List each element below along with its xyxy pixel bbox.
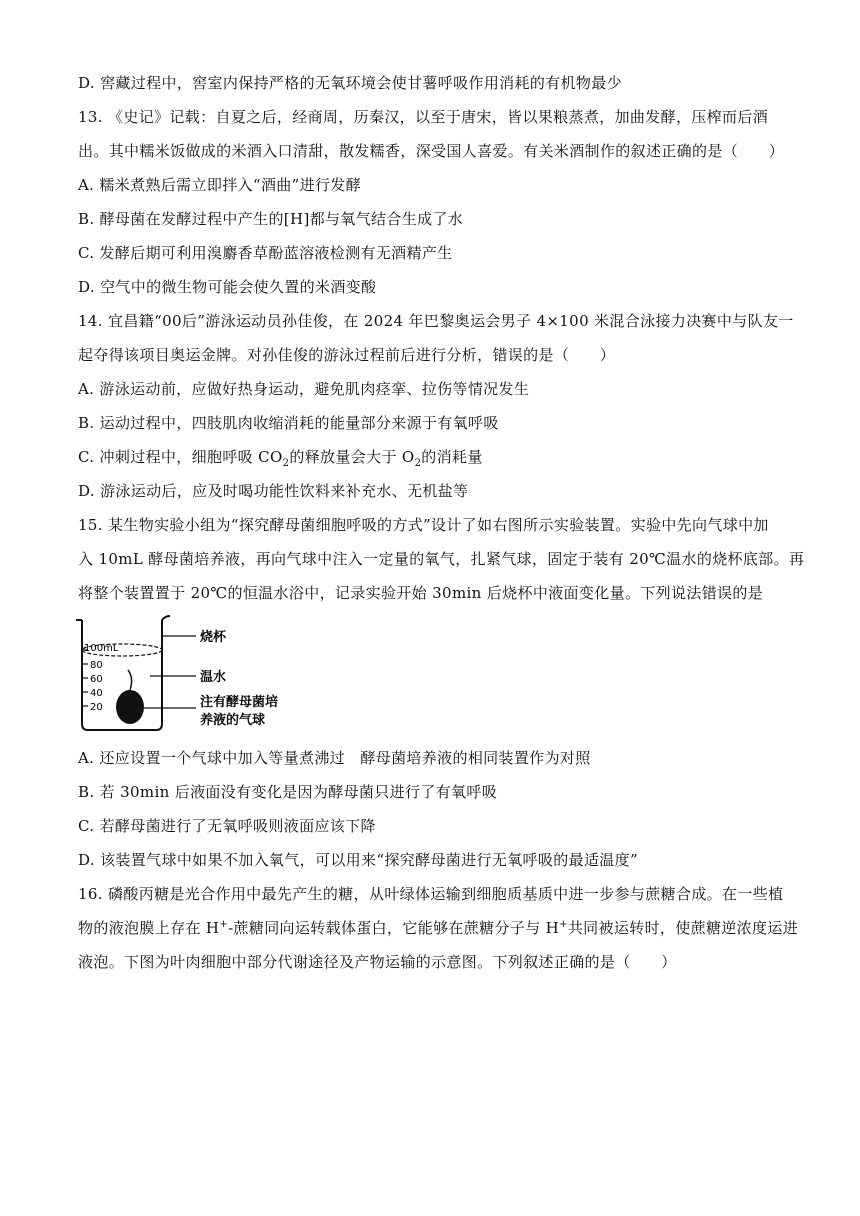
superscript: + — [559, 919, 568, 930]
scale-tick-40: 40 — [90, 688, 103, 699]
scale-tick-60: 60 — [90, 674, 103, 685]
q14-option-c — [78, 447, 483, 467]
superscript: + — [219, 919, 229, 930]
q15-option-c: C. 若酵母菌进行了无氧呼吸则液面应该下降 — [78, 817, 376, 835]
q14-option-c-part2: 的释放量会大于 O — [289, 448, 415, 466]
q14-option-b: B. 运动过程中，四肢肌肉收缩消耗的能量部分来源于有氧呼吸 — [78, 414, 499, 432]
q13-option-c: C. 发酵后期可利用溴麝香草酚蓝溶液检测有无酒精产生 — [78, 244, 453, 262]
scale-tick-80: 80 — [90, 660, 103, 671]
q15-option-d: D. 该装置气球中如果不加入氧气，可以用来“探究酵母菌进行无氧呼吸的最适温度” — [78, 851, 639, 869]
label-beaker: 烧杯 — [200, 630, 227, 645]
beaker-apparatus-figure — [72, 612, 312, 736]
q13-stem-line2: 出。其中糯米饭做成的米酒入口清甜，散发糯香，深受国人喜爱。有关米酒制作的叙述正确的是（ ） — [78, 142, 785, 160]
q16-stem-line2 — [78, 918, 798, 938]
q16-stem-line1: 16. 磷酸丙糖是光合作用中最先产生的糖，从叶绿体运输到细胞质基质中进一步参与蔗糖合成。在一些植 — [78, 885, 784, 903]
q15-option-b: B. 若 30min 后液面没有变化是因为酵母菌只进行了有氧呼吸 — [78, 783, 498, 801]
q16-stem-line3: 液泡。下图为叶肉细胞中部分代谢途径及产物运输的示意图。下列叙述正确的是（ ） — [78, 953, 677, 971]
q14-option-c-part3: 的消耗量 — [421, 448, 483, 466]
q16-stem-line2-part2: -蔗糖同向运转载体蛋白，它能够在蔗糖分子与 H — [228, 919, 560, 937]
q14-stem-line1: 14. 宜昌籍“00后”游泳运动员孙佳俊，在 2024 年巴黎奥运会男子 4×100 米混合泳接力决赛中与队友一 — [78, 312, 794, 330]
q12-option-d: D. 窖藏过程中，窖室内保持严格的无氧环境会使甘薯呼吸作用消耗的有机物最少 — [78, 74, 622, 92]
q13-option-a: A. 糯米煮熟后需立即拌入“酒曲”进行发酵 — [78, 176, 362, 194]
label-balloon-line1: 注有酵母菌培 — [200, 695, 279, 710]
label-warm-water: 温水 — [200, 670, 227, 685]
q16-stem-line2-part1: 物的液泡膜上存在 H — [78, 919, 220, 937]
subscript: 2 — [414, 458, 422, 469]
q15-stem-line1: 15. 某生物实验小组为“探究酵母菌细胞呼吸的方式”设计了如右图所示实验装置。实验中先向气球中加 — [78, 516, 769, 534]
label-balloon-line2: 养液的气球 — [200, 713, 266, 728]
q14-option-a: A. 游泳运动前，应做好热身运动，避免肌肉痉挛、拉伤等情况发生 — [78, 380, 530, 398]
scale-tick-20: 20 — [90, 702, 103, 713]
q13-option-b: B. 酵母菌在发酵过程中产生的[H]都与氧气结合生成了水 — [78, 210, 464, 228]
q14-stem-line2: 起夺得该项目奥运金牌。对孙佳俊的游泳过程前后进行分析，错误的是（ ） — [78, 346, 616, 364]
q14-option-d: D. 游泳运动后，应及时喝功能性饮料来补充水、无机盐等 — [78, 482, 469, 500]
q15-stem-line2: 入 10mL 酵母菌培养液，再向气球中注入一定量的氧气，扎紧气球，固定于装有 20℃温水的烧杯底部。再 — [78, 550, 805, 568]
q14-option-c-part1: C. 冲刺过程中，细胞呼吸 CO — [78, 448, 283, 466]
subscript: 2 — [282, 458, 290, 469]
q13-option-d: D. 空气中的微生物可能会使久置的米酒变酸 — [78, 278, 377, 296]
scale-top-label: 100mL — [84, 643, 119, 654]
q16-stem-line2-part3: 共同被运转时，使蔗糖逆浓度运进 — [567, 919, 799, 937]
q15-stem-line3: 将整个装置置于 20℃的恒温水浴中，记录实验开始 30min 后烧杯中液面变化量。下列说法错误的是 — [78, 584, 764, 602]
balloon-shape — [116, 690, 144, 724]
q15-option-a: A. 还应设置一个气球中加入等量煮沸过 酵母菌培养液的相同装置作为对照 — [78, 749, 591, 767]
q13-stem-line1: 13. 《史记》记载：自夏之后，经商周，历秦汉，以至于唐宋，皆以果粮蒸煮，加曲发酵，压榨而后酒 — [78, 108, 769, 126]
